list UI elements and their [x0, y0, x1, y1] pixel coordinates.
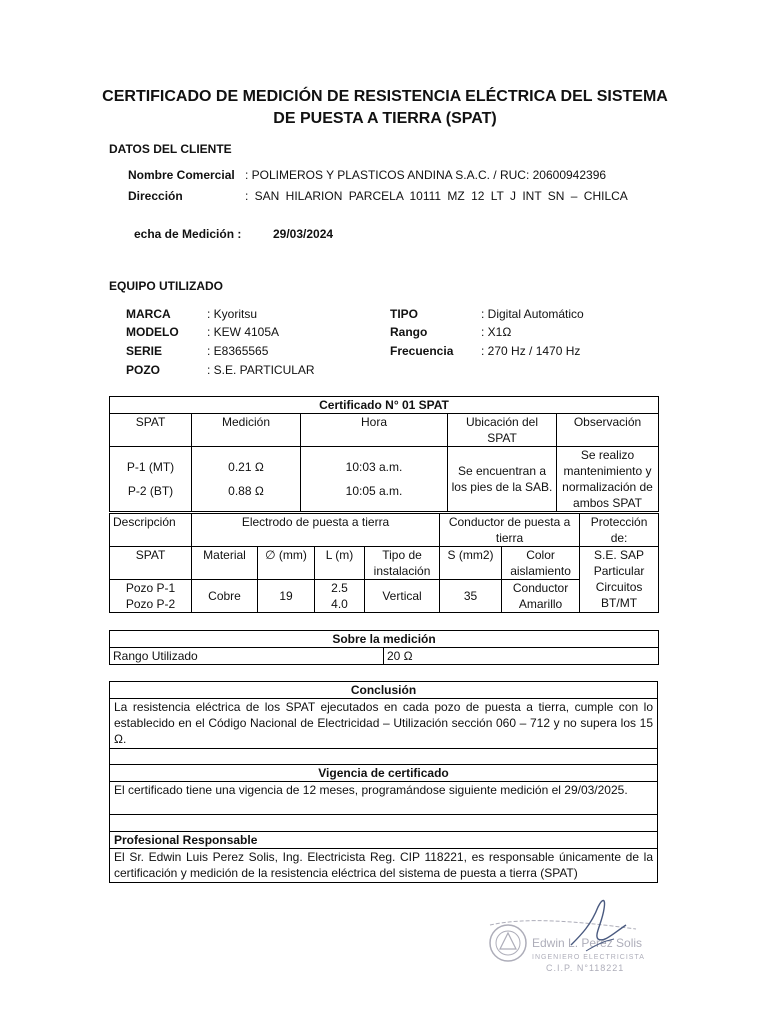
equip-range-value: : X1Ω [481, 325, 512, 339]
header-observacion: Observación [557, 414, 659, 447]
conclusion-text: La resistencia eléctrica de los SPAT ejecutados en cada pozo de puesta a tierra, cumple con lo establecido en el Código Nacional de Electricidad – Utilización sección 060 – 712 y no supera los 15 Ω. [110, 699, 657, 749]
equip-well-label: POZO [126, 363, 161, 377]
header-descripcion: Descripción [110, 514, 192, 547]
equipment-heading: EQUIPO UTILIZADO [109, 279, 223, 293]
equip-brand-value: : Kyoritsu [207, 307, 258, 321]
medicion-title: Sobre la medición [110, 631, 659, 648]
medicion-p1: 0.21 Ω [228, 460, 264, 474]
hora-p1: 10:03 a.m. [345, 460, 403, 474]
equip-type-label: TIPO [390, 307, 419, 321]
pozo-p2: Pozo P-2 [125, 597, 176, 611]
hora-p2: 10:05 a.m. [345, 484, 403, 498]
subheader-length: L (m) [315, 547, 365, 580]
proteccion-se: S.E. SAP Particular [593, 548, 645, 578]
subheader-section: S (mm2) [440, 547, 502, 580]
length-p1: 2.5 [331, 581, 348, 595]
engineer-stamp-signature [486, 895, 656, 985]
client-name-value: : POLIMEROS Y PLASTICOS ANDINA S.A.C. / RUC: 20600942396 [245, 168, 607, 182]
subheader-diameter: ∅ (mm) [258, 547, 315, 580]
medicion-table [109, 630, 659, 665]
cell-medicion [192, 447, 301, 512]
client-address-value: : SAN HILARION PARCELA 10111 MZ 12 LT J INT SN – CHILCA [245, 189, 628, 203]
certificate-title: Certificado N° 01 SPAT [110, 397, 659, 414]
subheader-tipo: Tipo de instalación [365, 547, 440, 580]
header-hora: Hora [301, 414, 448, 447]
subheader-material: Material [192, 547, 258, 580]
profesional-text: El Sr. Edwin Luis Perez Solis, Ing. Electricista Reg. CIP 118221, es responsable únicamente de la certificación y medición de la resistencia eléctrica del sistema de puesta a tierra (SPAT) [114, 850, 653, 880]
cell-section: 35 [440, 580, 502, 613]
cell-material: Cobre [192, 580, 258, 613]
certificate-table [109, 396, 659, 512]
svg-text:Edwin L. Perez Solis: Edwin L. Perez Solis [532, 936, 643, 950]
spacer-row-1 [110, 749, 657, 765]
subheader-spat: SPAT [110, 547, 192, 580]
client-name-label: Nombre Comercial [128, 168, 235, 182]
medicion-p2: 0.88 Ω [228, 484, 264, 498]
header-spat: SPAT [110, 414, 192, 447]
svg-text:INGENIERO ELECTRICISTA: INGENIERO ELECTRICISTA [532, 954, 645, 961]
header-conductor: Conductor de puesta a tierra [440, 514, 580, 547]
cell-ubicacion: Se encuentran a los pies de la SAB. [448, 447, 557, 512]
spacer-row-2 [110, 815, 657, 832]
equip-model-label: MODELO [126, 325, 179, 339]
subheader-color: Color aislamiento [502, 547, 580, 580]
spat-p1: P-1 (MT) [126, 460, 175, 474]
client-heading: DATOS DEL CLIENTE [109, 142, 232, 156]
equip-frequency-label: Frecuencia [390, 344, 454, 358]
pozo-p1: Pozo P-1 [125, 581, 176, 595]
equip-serial-value: : E8365565 [207, 344, 269, 358]
equip-brand-label: MARCA [126, 307, 171, 321]
equip-serial-label: SERIE [126, 344, 163, 358]
equip-well-value: : S.E. PARTICULAR [207, 363, 315, 377]
cell-length [315, 580, 365, 613]
conclusion-title: Conclusión [110, 682, 657, 699]
cell-observacion: Se realizo mantenimiento y normalización de ambos SPAT [557, 447, 659, 512]
equip-range-label: Rango [390, 325, 428, 339]
rango-value: 20 Ω [384, 648, 659, 665]
measurement-date-value: 29/03/2024 [273, 227, 334, 241]
electrode-table [109, 513, 659, 613]
vigencia-text: El certificado tiene una vigencia de 12 meses, programándose siguiente medición el 29/03/2025. [110, 782, 657, 815]
conclusion-box [109, 681, 658, 883]
header-proteccion: Protección de: [580, 514, 659, 547]
proteccion-circuitos: Circuitos BT/MT [595, 580, 643, 610]
cell-tipo: Vertical [365, 580, 440, 613]
cell-pozos [110, 580, 192, 613]
document-title: CERTIFICADO DE MEDICIÓN DE RESISTENCIA ELÉCTRICA DEL SISTEMA DE PUESTA A TIERRA (SPAT) [102, 88, 668, 127]
equip-type-value: : Digital Automático [481, 307, 584, 321]
rango-label: Rango Utilizado [110, 648, 384, 665]
cell-color: Conductor Amarillo [502, 580, 580, 613]
measurement-date-label: echa de Medición : [134, 227, 242, 241]
header-ubicacion: Ubicación del SPAT [448, 414, 557, 447]
cell-proteccion [580, 547, 659, 613]
header-medicion: Medición [192, 414, 301, 447]
vigencia-title: Vigencia de certificado [110, 765, 657, 782]
equip-model-value: : KEW 4105A [207, 325, 280, 339]
client-address-label: Dirección [128, 189, 183, 203]
spat-p2: P-2 (BT) [127, 484, 174, 498]
header-electrodo: Electrodo de puesta a tierra [192, 514, 440, 547]
cell-diameter: 19 [258, 580, 315, 613]
length-p2: 4.0 [331, 597, 348, 611]
profesional-title: Profesional Responsable [110, 832, 657, 849]
equip-frequency-value: : 270 Hz / 1470 Hz [481, 344, 581, 358]
cell-spat [110, 447, 192, 512]
cell-hora [301, 447, 448, 512]
svg-text:C.I.P. N°118221: C.I.P. N°118221 [546, 963, 625, 973]
